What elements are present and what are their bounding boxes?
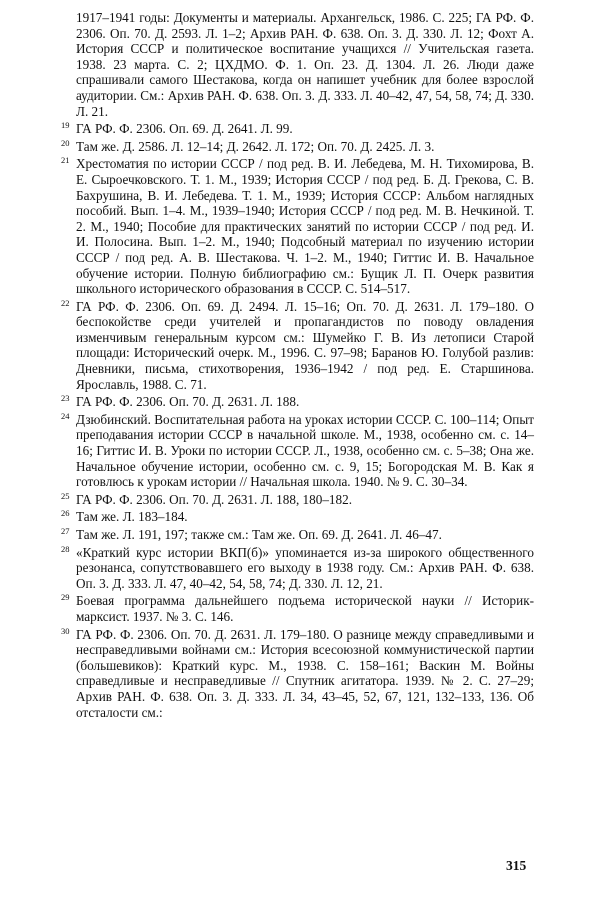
footnote-19 bbox=[61, 120, 534, 137]
footnote-number: 25 bbox=[61, 490, 70, 501]
footnote-text: ГА РФ. Ф. 2306. Оп. 69. Д. 2494. Л. 15–16; Оп. 70. Д. 2631. Л. 179–180. О беспокойстве среди учителей и пропагандистов по поводу овладения изменчивым генеральным курсом см.: Шумейко Г. В. Из летописи Старой площади: Исторический очерк. М., 1996. С. 97–98; Баранов Ю. Голубой разлив: Дневники, письма, стихотворения, 1936–1942 / под ред. Е. Старшинова. Ярославль, 1988. С. 71. bbox=[76, 298, 534, 392]
footnote-text: Там же. Д. 2586. Л. 12–14; Д. 2642. Л. 172; Оп. 70. Д. 2425. Л. 3. bbox=[76, 138, 435, 154]
footnote-30 bbox=[61, 625, 534, 721]
footnote-number: 28 bbox=[61, 543, 70, 554]
footnote-number: 23 bbox=[61, 393, 70, 404]
footnote-number: 22 bbox=[61, 297, 70, 308]
footnote-number: 29 bbox=[61, 592, 70, 603]
footnote-text: Там же. Л. 183–184. bbox=[76, 509, 188, 525]
footnote-number: 30 bbox=[61, 625, 70, 636]
footnote-text: Хрестоматия по истории СССР / под ред. В. И. Лебедева, М. Н. Тихомирова, В. Е. Сыроечковского. Т. 1. М., 1939; История СССР / под ред. Б. Д. Грекова, С. В. Бахрушина, В. И. Лебедева. Т. 1. М., 1939; История СССР: Альбом наглядных пособий. Вып. 1–4. М., 1939–1940; История СССР / под ред. М. В. Нечкиной. Т. 2. М., 1940; Пособие для практических занятий по истории СССР / под ред. И. И. Полосина. Вып. 1–2. М., 1940; Подсобный материал по изучению истории СССР / под ред. А. В. Шестакова. Ч. 1–2. М., 1940; Гиттис И. В. Начальное обучение истории. Полную библиографию см.: Бущик Л. П. Очерк развития школьного исторического образования в СССР. С. 514–517. bbox=[76, 156, 534, 297]
footnote-number: 27 bbox=[61, 526, 70, 536]
footnote-text: ГА РФ. Ф. 2306. Оп. 69. Д. 2641. Л. 99. bbox=[76, 121, 293, 137]
footnote-text: ГА РФ. Ф. 2306. Оп. 70. Д. 2631. Л. 188, 180–182. bbox=[76, 491, 352, 507]
footnote-continuation: 1917–1941 годы: Документы и материалы. Архангельск, 1986. С. 225; ГА РФ. Ф. 2306. Оп. 70. Д. 2593. Л. 1–2; Архив РАН. Ф. 638. Оп. 3. Д. 330. Л. 12; Фохт А. История СССР и политическое воспитание учащихся // Учительская газета. 1938. 23 марта. С. 2; ЦХДМО. Ф. 1. Оп. 23. Д. 1304. Л. 26. Люди даже спрашивали самого Шестакова, когда он напишет учебник для более взрослой аудитории. См.: Архив РАН. Ф. 638. Оп. 3. Д. 333. Л. 40–42, 47, 54, 58, 74; Д. 330. Л. 21. bbox=[76, 10, 534, 119]
footnote-text: Боевая программа дальнейшего подъема исторической науки // Историк-марксист. 1937. № 3. С. 146. bbox=[76, 593, 534, 624]
footnote-number: 19 bbox=[61, 120, 70, 131]
footnote-24 bbox=[61, 410, 534, 490]
footnote-20 bbox=[61, 137, 534, 155]
footnote-22 bbox=[61, 297, 534, 393]
footnote-number: 20 bbox=[61, 137, 70, 148]
footnote-25 bbox=[61, 490, 534, 508]
footnote-27 bbox=[61, 526, 534, 543]
footnote-26 bbox=[61, 508, 534, 525]
footnote-number: 21 bbox=[61, 155, 70, 166]
footnote-text: Там же. Л. 191, 197; также см.: Там же. Оп. 69. Д. 2641. Л. 46–47. bbox=[76, 527, 442, 542]
footnote-text: «Краткий курс истории ВКП(б)» упоминается из-за широкого общественного резонанса, сопутствовавшего его выходу в 1938 году. См.: Архив РАН. Ф. 638. Оп. 3. Д. 333. Л. 47, 40–42, 54, 58, 74; Д. 330. Л. 12, 21. bbox=[76, 544, 534, 591]
page-number: 315 bbox=[506, 858, 527, 873]
footnote-28 bbox=[61, 543, 534, 592]
footnote-text: ГА РФ. Ф. 2306. Оп. 70. Д. 2631. Л. 179–180. О разнице между справедливыми и несправедливыми войнами см.: История всесоюзной коммунистической партии (большевиков): Краткий курс. М., 1938. С. 158–161; Васкин М. Войны справедливые и несправедливые // Спутник агитатора. 1939. № 2. С. 27–29; Архив РАН. Ф. 638. Оп. 3. Д. 333. Л. 34, 43–45, 52, 67, 121, 132–133, 136. Об отсталости см.: bbox=[76, 626, 534, 720]
footnotes-page bbox=[61, 10, 534, 722]
footnote-29 bbox=[61, 592, 534, 624]
footnote-number: 26 bbox=[61, 508, 70, 519]
footnote-23 bbox=[61, 393, 534, 410]
footnote-text: Дзюбинский. Воспитательная работа на уроках истории СССР. С. 100–114; Опыт преподавания истории СССР в начальной школе. М., 1938, особенно см. с. 14–16; Гиттис И. В. Уроки по истории СССР. Л., 1938, особенно см. с. 5–38; Она же. Начальное обучение истории, особенно см. с. 9, 15; Богородская М. В. Как я готовлюсь к урокам истории // Начальная школа. 1940. № 9. С. 30–34. bbox=[76, 411, 534, 490]
footnote-text: ГА РФ. Ф. 2306. Оп. 70. Д. 2631. Л. 188. bbox=[76, 394, 300, 410]
footnote-21 bbox=[61, 155, 534, 297]
footnote-number: 24 bbox=[61, 410, 70, 421]
